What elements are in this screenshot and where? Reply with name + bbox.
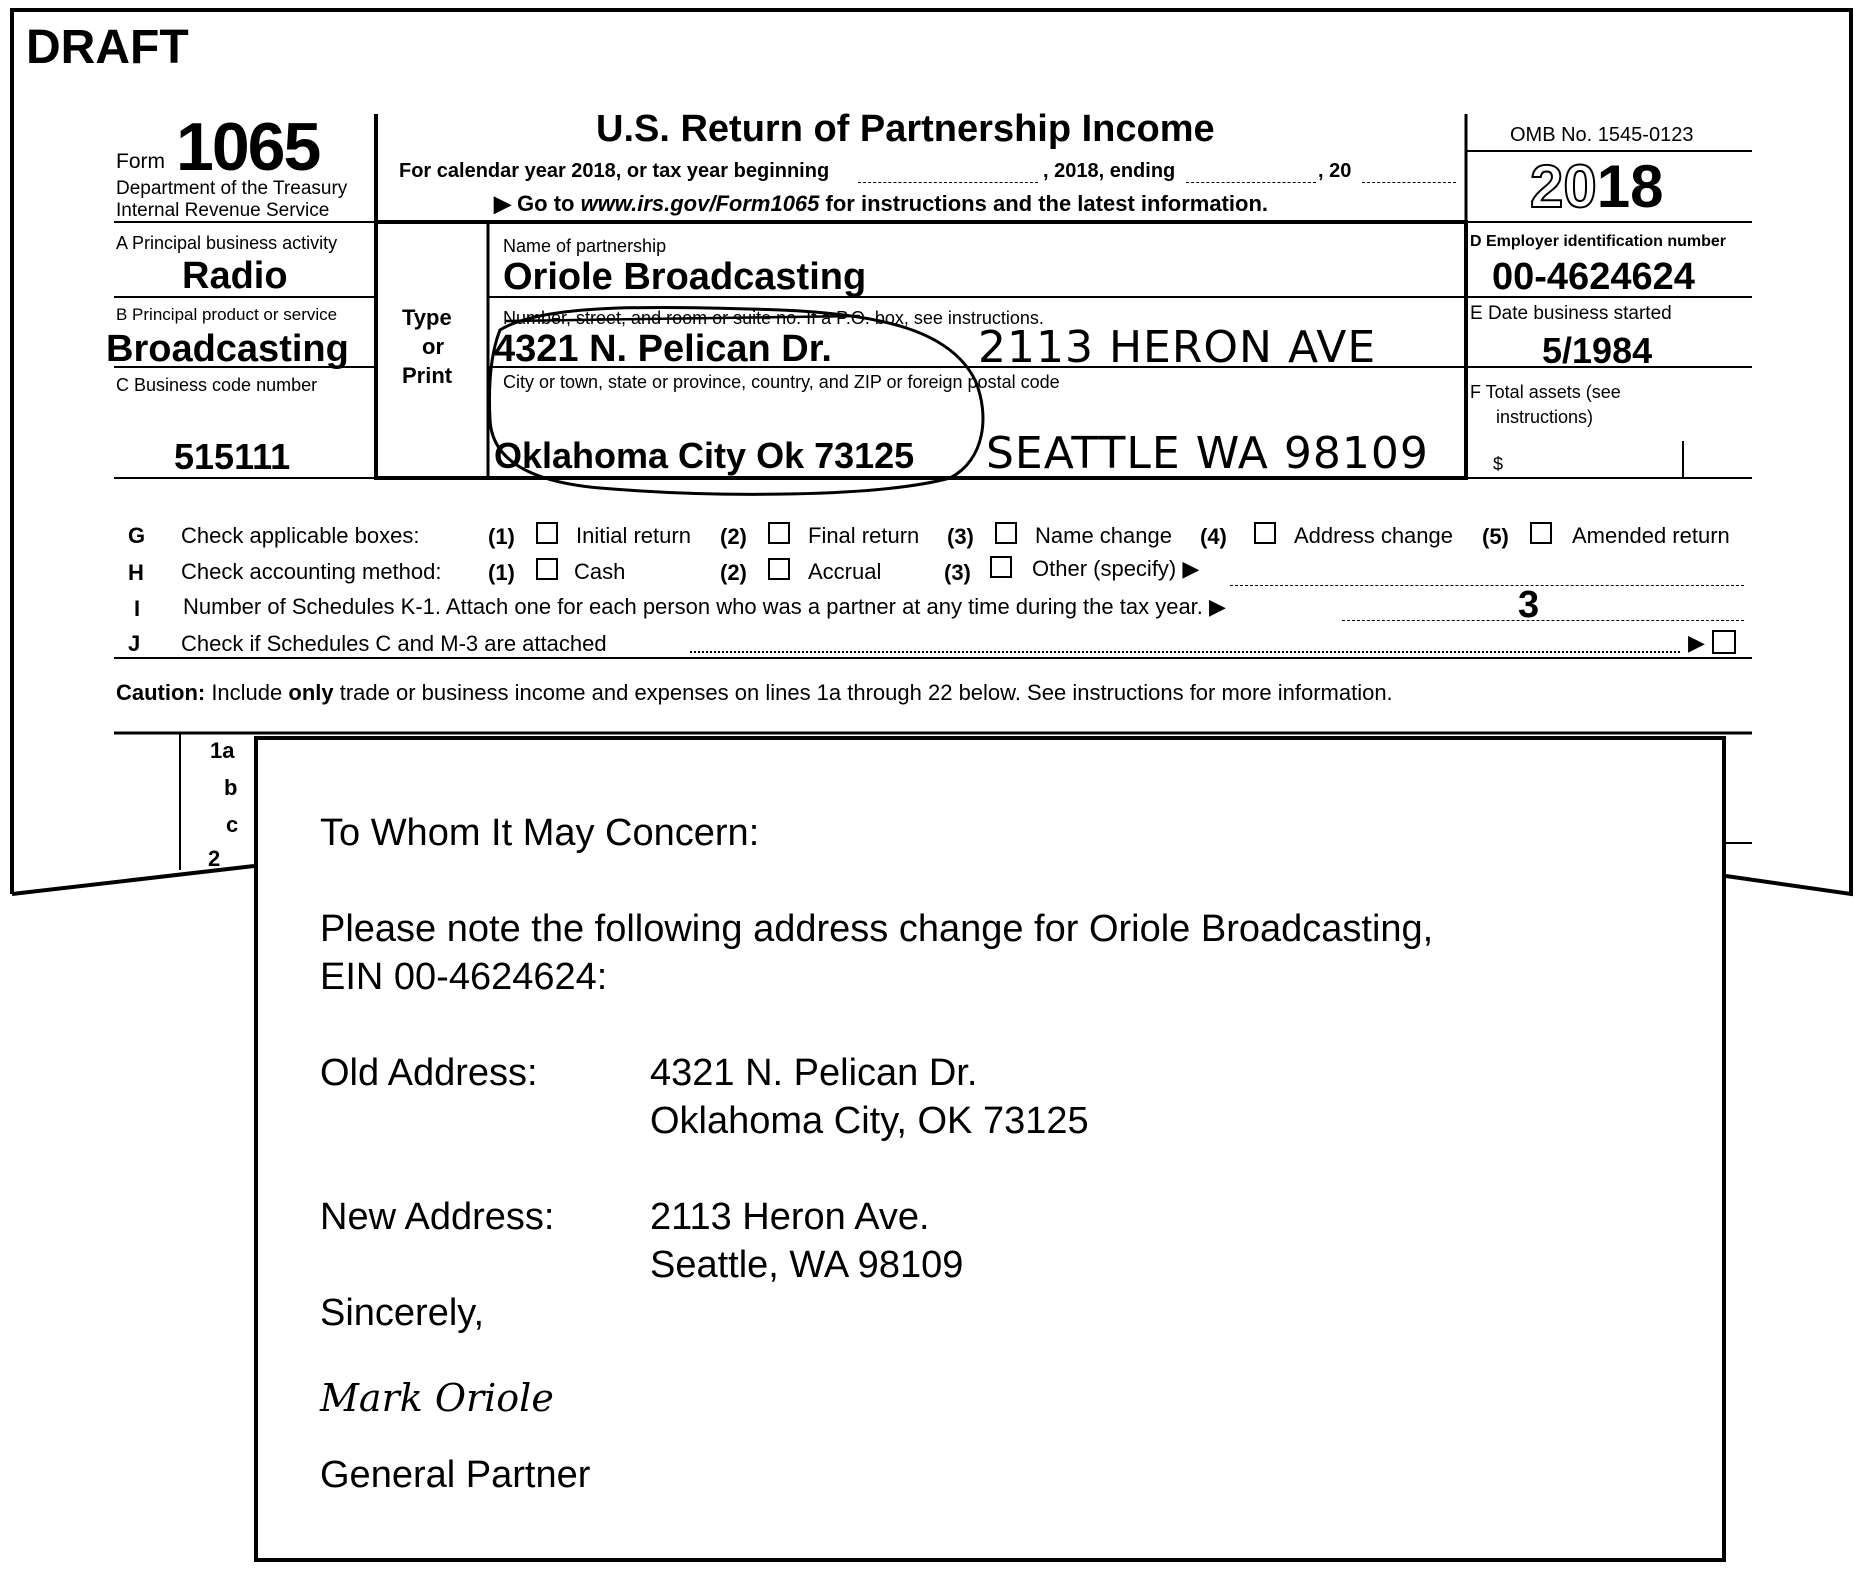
letter-salutation: To Whom It May Concern: xyxy=(320,812,760,854)
field-c-label: C Business code number xyxy=(116,375,318,395)
draft-label: DRAFT xyxy=(26,21,189,74)
city-label: City or town, state or province, country, and ZIP or foreign postal code xyxy=(503,372,1060,392)
year-bold: 18 xyxy=(1596,153,1664,220)
initial-return-checkbox[interactable] xyxy=(536,522,558,544)
print-label: Print xyxy=(402,363,453,388)
line-j-letter: J xyxy=(128,631,141,656)
partnership-name[interactable]: Oriole Broadcasting xyxy=(503,256,867,298)
calendar-line-a: For calendar year 2018, or tax year beginning xyxy=(399,160,830,182)
other-method-field[interactable] xyxy=(1230,585,1744,586)
address-change-letter xyxy=(254,736,1726,1562)
letter-body-2: EIN 00-4624624: xyxy=(320,956,608,998)
final-return-checkbox[interactable] xyxy=(768,522,790,544)
street-value[interactable]: 4321 N. Pelican Dr. xyxy=(494,328,832,370)
k1-count-value[interactable]: 3 xyxy=(1518,584,1540,626)
goto-line: ▶ Go to www.irs.gov/Form1065 for instructions and the latest information. xyxy=(494,191,1268,216)
field-f-dollar: $ xyxy=(1493,454,1504,474)
h-label-2: Accrual xyxy=(808,559,882,584)
field-b-label: B Principal product or service xyxy=(116,305,338,324)
omb-number: OMB No. 1545-0123 xyxy=(1510,124,1694,146)
line-2-number: 2 xyxy=(208,846,221,871)
calendar-line-b: , 2018, ending xyxy=(1043,160,1176,182)
calendar-line-c: , 20 xyxy=(1318,160,1352,182)
new-address-label: New Address: xyxy=(320,1196,555,1238)
tax-year-end-field[interactable] xyxy=(1186,182,1316,183)
g-num-5: (5) xyxy=(1482,524,1509,549)
accrual-checkbox[interactable] xyxy=(768,558,790,580)
goto-url[interactable]: www.irs.gov/Form1065 xyxy=(580,191,820,216)
line-1b-number: b xyxy=(224,775,238,800)
form-word: Form xyxy=(116,150,165,173)
field-d-label: D Employer identification number xyxy=(1470,233,1727,250)
signature: Mark Oriole xyxy=(320,1376,554,1420)
g-num-4: (4) xyxy=(1200,524,1227,549)
line-1a-number: 1a xyxy=(210,738,235,763)
g-label-4: Address change xyxy=(1294,523,1453,548)
form-number: 1065 xyxy=(176,109,320,185)
line-h-letter: H xyxy=(128,560,144,585)
or-label: or xyxy=(422,334,444,359)
g-label-2: Final return xyxy=(808,523,920,548)
old-address-label: Old Address: xyxy=(320,1052,538,1094)
field-e-label: E Date business started xyxy=(1470,303,1672,324)
line-g-letter: G xyxy=(128,523,146,548)
year-outline: 20 xyxy=(1530,153,1597,220)
line-g-label: Check applicable boxes: xyxy=(181,523,420,548)
date-started-value[interactable]: 5/1984 xyxy=(1542,330,1653,371)
new-address-line-2: Seattle, WA 98109 xyxy=(650,1244,964,1286)
street-handwritten: 2113 HERON AVE xyxy=(978,322,1377,373)
line-i-label: Number of Schedules K-1. Attach one for each person who was a partner at any time during the tax year. ▶ xyxy=(183,594,1226,619)
old-address-line-2: Oklahoma City, OK 73125 xyxy=(650,1100,1089,1142)
city-handwritten: SEATTLE WA 98109 xyxy=(986,428,1429,479)
field-f-label-2: instructions) xyxy=(1496,407,1594,427)
h-num-1: (1) xyxy=(488,560,515,585)
schedules-c-m3-checkbox[interactable] xyxy=(1712,630,1736,654)
field-a-label: A Principal business activity xyxy=(116,233,338,253)
amended-return-checkbox[interactable] xyxy=(1530,522,1552,544)
h-num-3: (3) xyxy=(944,560,971,585)
dept-line-2: Internal Revenue Service xyxy=(116,200,330,221)
h-label-3: Other (specify) ▶ xyxy=(1032,556,1200,581)
line-1c-number: c xyxy=(226,812,239,837)
street-label: Number, street, and room or suite no. If a P.O. box, see instructions. xyxy=(503,308,1044,328)
g-num-2: (2) xyxy=(720,524,747,549)
old-address-line-1: 4321 N. Pelican Dr. xyxy=(650,1052,978,1094)
g-label-3: Name change xyxy=(1035,523,1172,548)
name-label: Name of partnership xyxy=(503,236,667,256)
field-b-value[interactable]: Broadcasting xyxy=(106,328,349,370)
h-label-1: Cash xyxy=(574,559,626,584)
line-j-label: Check if Schedules C and M-3 are attached xyxy=(181,631,607,656)
signer-title: General Partner xyxy=(320,1454,591,1496)
name-change-checkbox[interactable] xyxy=(995,522,1017,544)
g-label-1: Initial return xyxy=(576,523,691,548)
tax-year-end-year-field[interactable] xyxy=(1362,182,1456,183)
g-num-3: (3) xyxy=(947,524,974,549)
field-f-label-1: F Total assets (see xyxy=(1470,382,1621,402)
new-address-line-1: 2113 Heron Ave. xyxy=(650,1196,930,1238)
line-i-letter: I xyxy=(134,596,141,621)
tax-year xyxy=(1530,152,1664,221)
field-c-value[interactable]: 515111 xyxy=(174,436,291,477)
form-title: U.S. Return of Partnership Income xyxy=(596,108,1215,150)
g-label-5: Amended return xyxy=(1572,523,1730,548)
g-num-1: (1) xyxy=(488,524,515,549)
letter-closing: Sincerely, xyxy=(320,1292,485,1334)
h-num-2: (2) xyxy=(720,560,747,585)
type-label: Type xyxy=(402,305,452,330)
dept-line-1: Department of the Treasury xyxy=(116,178,348,199)
letter-body-1: Please note the following address change for Oriole Broadcasting, xyxy=(320,908,1434,950)
k1-count-field[interactable] xyxy=(1342,620,1744,621)
caution-text: Caution: Include only trade or business income and expenses on lines 1a through 22 below. See instructions for more information. xyxy=(116,680,1393,705)
cash-checkbox[interactable] xyxy=(536,558,558,580)
tax-year-begin-field[interactable] xyxy=(858,182,1038,183)
ein-value[interactable]: 00-4624624 xyxy=(1492,256,1695,298)
address-change-checkbox[interactable] xyxy=(1254,522,1276,544)
line-j-arrow: ▶ xyxy=(1688,630,1705,655)
field-a-value[interactable]: Radio xyxy=(182,255,288,297)
other-method-checkbox[interactable] xyxy=(990,556,1012,578)
city-value[interactable]: Oklahoma City Ok 73125 xyxy=(494,435,915,476)
line-j-leader xyxy=(690,651,1680,653)
line-h-label: Check accounting method: xyxy=(181,559,442,584)
